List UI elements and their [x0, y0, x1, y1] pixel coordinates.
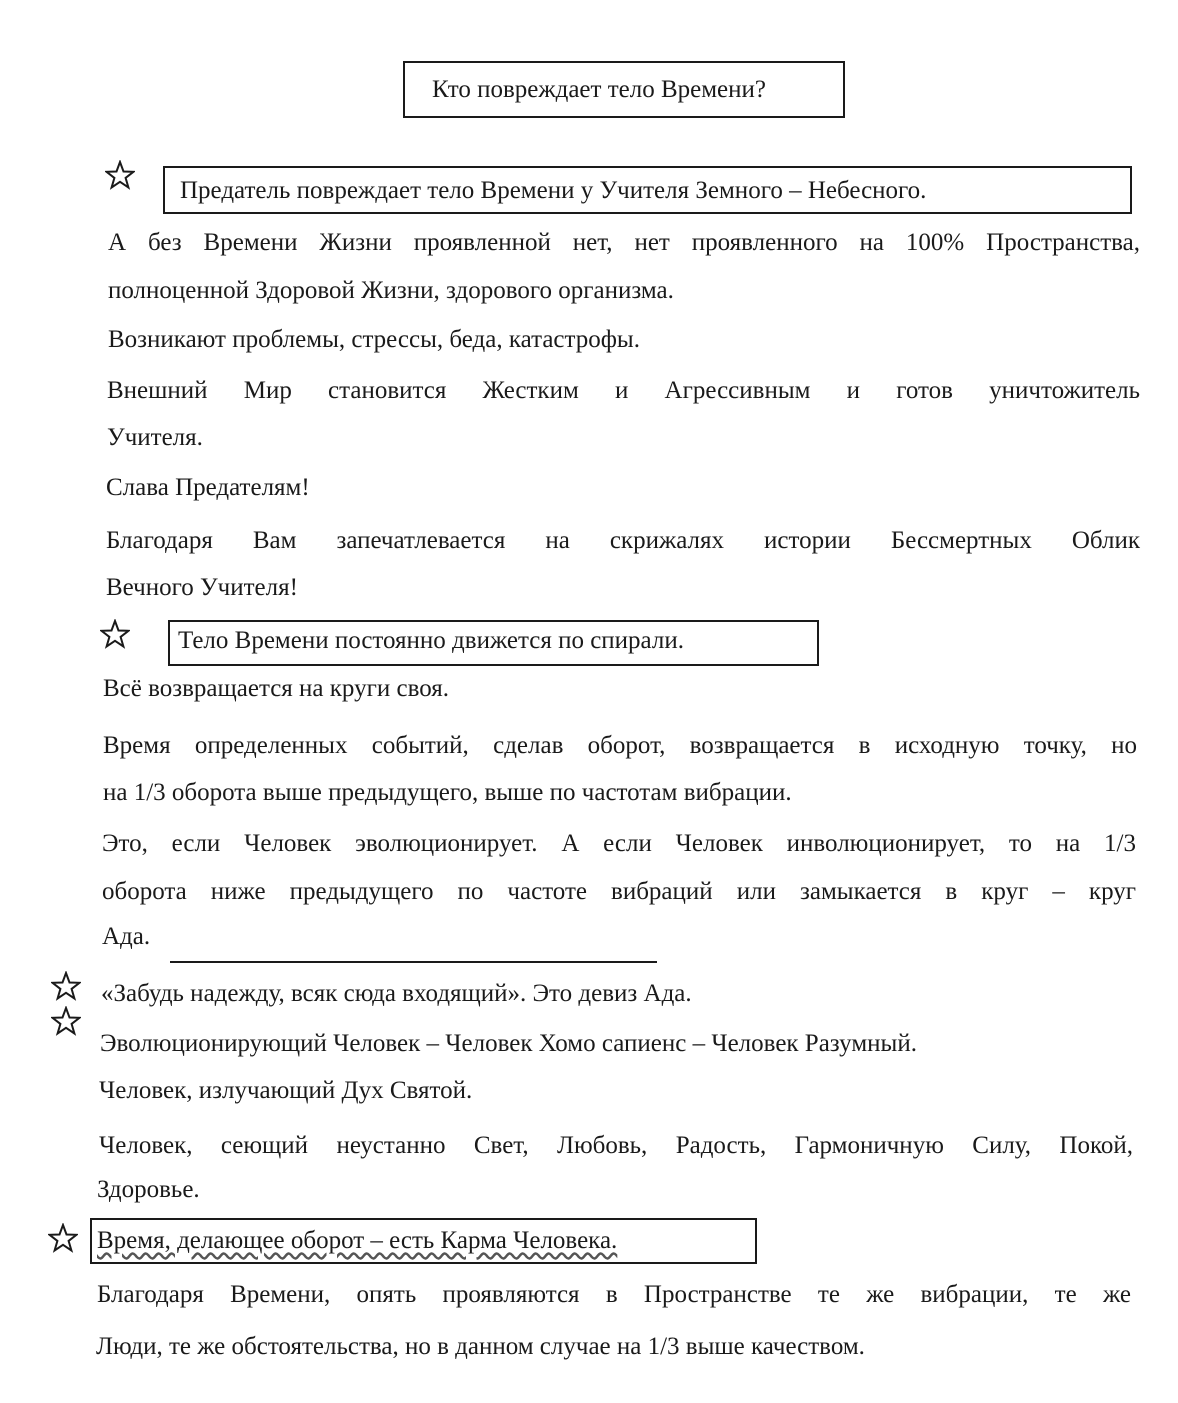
paragraph-line: Учителя.: [107, 424, 203, 451]
starred-line: «Забудь надежду, всяк сюда входящий». Это девиз Ада.: [101, 980, 692, 1007]
paragraph-line: оборота ниже предыдущего по частоте вибраций или замыкается в круг – круг: [102, 878, 1136, 905]
star-outline-icon: [100, 619, 130, 649]
section-heading: Предатель повреждает тело Времени у Учителя Земного – Небесного.: [180, 177, 927, 204]
paragraph-line: Благодаря Времени, опять проявляются в Пространстве те же вибрации, те же: [97, 1281, 1131, 1308]
paragraph-line: на 1/3 оборота выше предыдущего, выше по частотам вибрации.: [103, 779, 792, 806]
section-heading: Тело Времени постоянно движется по спирали.: [178, 627, 684, 654]
paragraph-line: Слава Предателям!: [106, 474, 310, 501]
paragraph-line: А без Времени Жизни проявленной нет, нет проявленного на 100% Пространства,: [108, 229, 1140, 256]
star-outline-icon: [105, 160, 135, 190]
paragraph-line: Ада.: [102, 923, 151, 950]
paragraph-line: Человек, излучающий Дух Святой.: [99, 1077, 473, 1104]
star-outline-icon: [51, 1006, 81, 1036]
paragraph-line: Здоровье.: [97, 1176, 200, 1203]
paragraph-line: полноценной Здоровой Жизни, здорового организма.: [108, 277, 674, 304]
paragraph-line: Человек, сеющий неустанно Свет, Любовь, Радость, Гармоничную Силу, Покой,: [99, 1132, 1133, 1159]
page-title: Кто повреждает тело Времени?: [432, 76, 766, 103]
star-outline-icon: [51, 971, 81, 1001]
divider: [170, 961, 657, 963]
star-outline-icon: [48, 1223, 78, 1253]
paragraph-line: Благодаря Вам запечатлевается на скрижалях истории Бессмертных Облик: [106, 527, 1140, 554]
paragraph-line: Люди, те же обстоятельства, но в данном случае на 1/3 выше качеством.: [96, 1333, 865, 1360]
starred-line: Эволюционирующий Человек – Человек Хомо сапиенс – Человек Разумный.: [100, 1030, 917, 1057]
paragraph-line: Это, если Человек эволюционирует. А если Человек инволюционирует, то на 1/3: [102, 830, 1136, 857]
paragraph-line: Всё возвращается на круги своя.: [103, 675, 449, 702]
paragraph-line: Вечного Учителя!: [106, 574, 298, 601]
paragraph-line: Возникают проблемы, стрессы, беда, катастрофы.: [108, 326, 640, 353]
paragraph-line: Время определенных событий, сделав оборот, возвращается в исходную точку, но: [103, 732, 1137, 759]
section-heading: Время, делающее оборот – есть Карма Человека.: [97, 1227, 618, 1254]
paragraph-line: Внешний Мир становится Жестким и Агрессивным и готов уничтожитель: [107, 377, 1140, 404]
